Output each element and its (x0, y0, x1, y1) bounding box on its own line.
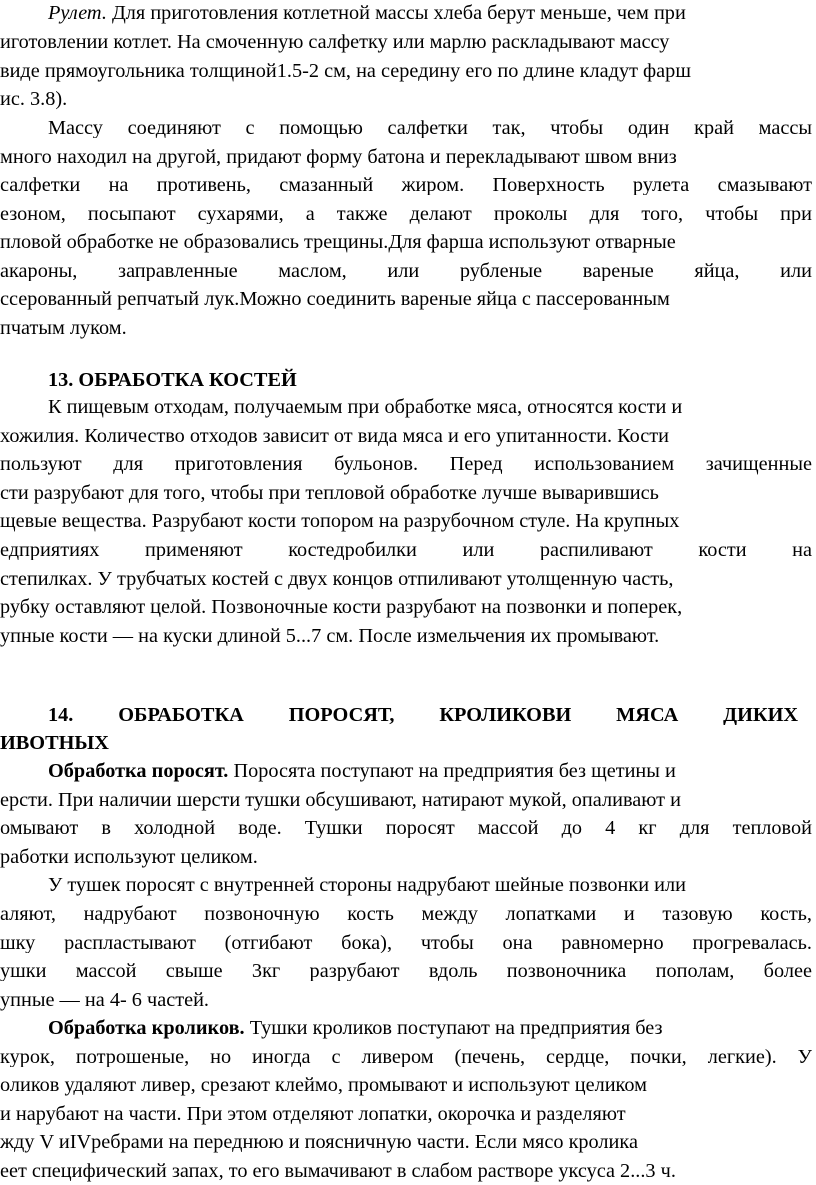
section-13-line-1: К пищевым отходам, получаемым при обработке мяса, относятся кости и (48, 396, 683, 419)
piglets-p2-line-5: упные — на 4- 6 частей. (0, 988, 209, 1011)
rulet-p2-line-7: ссерованный репчатый лук.Можно соединить вареные яйца с пассерованным (0, 288, 670, 311)
piglets-line-3: омывают в холодной воде. Тушки поросят массой до 4 кг для тепловой (0, 818, 812, 839)
piglets-lead: Обработка поросят. (48, 760, 229, 783)
rabbits-line-3: оликов удаляют ливер, срезают клеймо, промывают и используют целиком (0, 1074, 647, 1097)
rulet-p2-line-3: салфетки на противень, смазанный жиром. Поверхность рулета смазывают (0, 175, 812, 196)
piglets-line-4: работки используют целиком. (0, 845, 258, 868)
rabbits-line-2: курок, потрошеные, но иногда с ливером (печень, сердце, почки, легкие). У (0, 1046, 812, 1067)
section-13-line-8: рубку оставляют целой. Позвоночные кости разрубают на позвонки и поперек, (0, 596, 683, 619)
piglets-line-2: ерсти. При наличии шерсти тушки обсушивают, натирают мукой, опаливают и (0, 788, 681, 811)
rulet-line-4: ис. 3.8). (0, 88, 68, 111)
rulet-line-1 (48, 3, 812, 23)
piglets-p2-line-4: ушки массой свыше 3кг разрубают вдоль позвоночника пополам, более (0, 961, 812, 982)
rulet-p2-line-8: пчатым луком. (0, 316, 127, 339)
rabbits-line-1 (48, 1018, 812, 1038)
rulet-first-text: Для приготовления котлетной массы хлеба берут меньше, чем при (106, 1, 686, 24)
rulet-line-2: иготовлении котлет. На смоченную салфетку или марлю раскладывают массу (0, 31, 670, 54)
section-13-line-5: щевые вещества. Разрубают кости топором на разрубочном стуле. На крупных (0, 510, 680, 533)
rulet-p2-line-4: езоном, посыпают сухарями, а также делают проколы для того, чтобы при (0, 203, 812, 224)
section-13-line-9: упные кости — на куски длиной 5...7 см. После измельчения их промывают. (0, 624, 660, 647)
rabbits-line-5: жду V иIVребрами на переднюю и поясничную части. Если мясо кролика (0, 1131, 638, 1154)
section-13-line-7: степилках. У трубчатых костей с двух концов отпиливают утолщенную часть, (0, 567, 674, 590)
section-14-heading-line-2: ИВОТНЫХ (0, 731, 109, 754)
piglets-line-1 (48, 761, 812, 781)
rulet-lead: Рулет. (48, 1, 107, 24)
section-13-line-6: едприятиях применяют костедробилки или распиливают кости на (0, 540, 812, 561)
rulet-line-3: виде прямоугольника толщиной1.5-2 см, на середину его по длине кладут фарш (0, 59, 691, 82)
section-13-line-2: хожилия. Количество отходов зависит от вида мяса и его упитанности. Кости (0, 424, 670, 447)
rabbits-first-text: Тушки кроликов поступают на предприятия без (244, 1017, 663, 1040)
piglets-p2-line-2: аляют, надрубают позвоночную кость между лопатками и тазовую кость, (0, 903, 812, 925)
rulet-p2-line-2: много находил на другой, придают форму батона и перекладывают швом вниз (0, 145, 677, 168)
section-13-line-4: сти разрубают для того, чтобы при тепловой обработке лучше выварившись (0, 481, 659, 504)
section-14-heading-line-1: 14. ОБРАБОТКА ПОРОСЯТ, КРОЛИКОВИ МЯСА ДИКИХ (48, 704, 798, 726)
rabbits-line-4: и нарубают на части. При этом отделяют лопатки, окорочка и разделяют (0, 1102, 626, 1125)
rabbits-lead: Обработка кроликов. (48, 1017, 245, 1040)
piglets-p2-line-3: шку распластывают (отгибают бока), чтобы она равномерно прогревалась. (0, 932, 812, 953)
piglets-p2-line-1: У тушек поросят с внутренней стороны надрубают шейные позвонки или (48, 874, 686, 897)
section-13-line-3: пользуют для приготовления бульонов. Перед использованием зачищенные (0, 454, 812, 475)
section-13-heading: 13. ОБРАБОТКА КОСТЕЙ (48, 368, 297, 391)
rulet-p2-line-1: Массу соединяют с помощью салфетки так, чтобы один край массы (48, 117, 812, 139)
rabbits-line-6: еет специфический запах, то его вымачивают в слабом растворе уксуса 2...3 ч. (0, 1160, 676, 1182)
piglets-first-text: Поросята поступают на предприятия без щетины и (228, 760, 676, 783)
rulet-p2-line-5: пловой обработке не образовались трещины.Для фарша используют отварные (0, 231, 676, 254)
rulet-p2-line-6: акароны, заправленные маслом, или рубленые вареные яйца, или (0, 260, 812, 282)
